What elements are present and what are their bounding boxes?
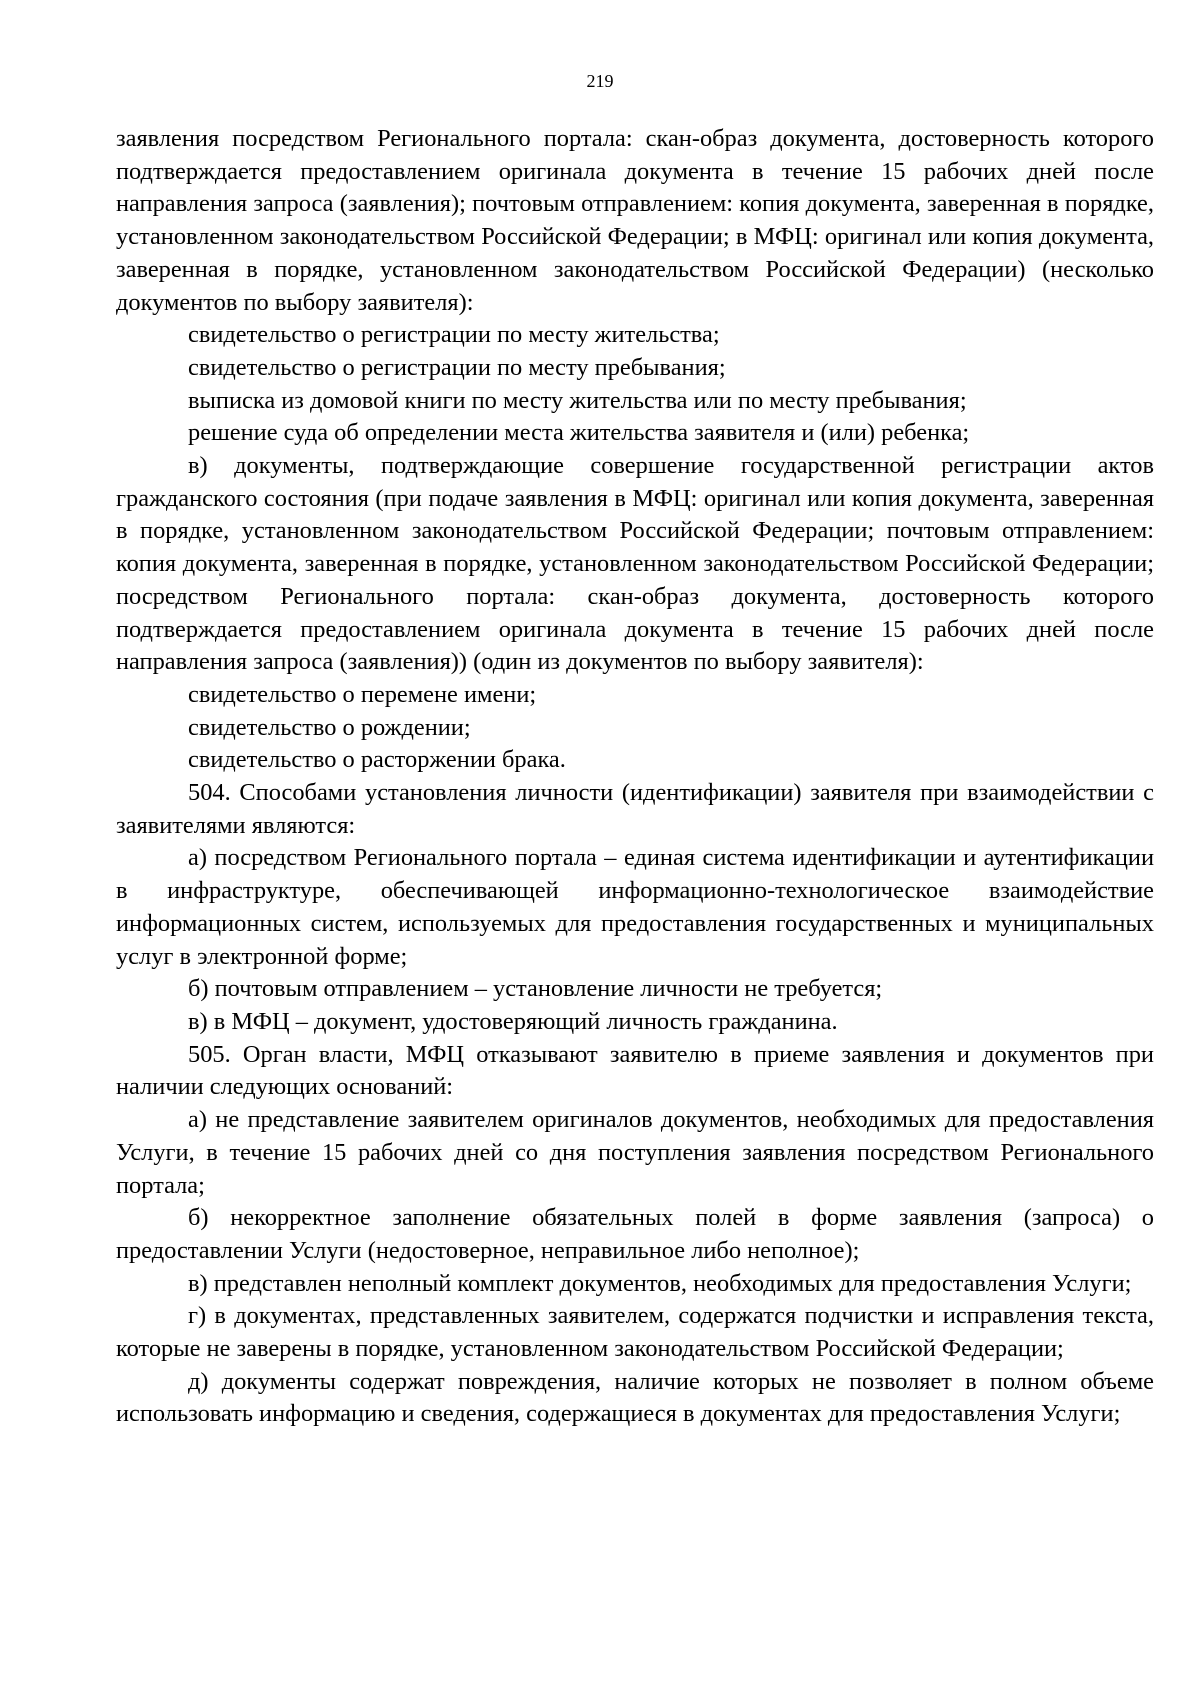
paragraph: в) в МФЦ – документ, удостоверяющий личность гражданина. bbox=[188, 1007, 838, 1035]
paragraph: а) не представление заявителем оригиналов документов, необходимых для предоставления Услуги, в течение 15 рабочих дней со дня поступления заявления посредством Регионального портала; bbox=[116, 1106, 1154, 1199]
paragraph: решение суда об определении места жительства заявителя и (или) ребенка; bbox=[188, 419, 970, 447]
paragraph: д) документы содержат повреждения, наличие которых не позволяет в полном объеме использовать информацию и сведения, содержащиеся в документах для предоставления Услуги; bbox=[116, 1367, 1154, 1428]
paragraph: б) почтовым отправлением – установление личности не требуется; bbox=[188, 975, 883, 1003]
paragraph: 505. Орган власти, МФЦ отказывают заявителю в приеме заявления и документов при наличии следующих оснований: bbox=[116, 1040, 1154, 1101]
document-body bbox=[116, 123, 1154, 1431]
paragraph: 504. Способами установления личности (идентификации) заявителя при взаимодействии с заявителями являются: bbox=[116, 779, 1154, 839]
paragraph: выписка из домовой книги по месту жительства или по месту пребывания; bbox=[188, 386, 967, 414]
paragraph: свидетельство о перемене имени; bbox=[188, 680, 537, 708]
paragraph: свидетельство о рождении; bbox=[188, 713, 471, 741]
page-number: 219 bbox=[586, 71, 614, 91]
paragraph: свидетельство о регистрации по месту пребывания; bbox=[188, 353, 726, 381]
paragraph: а) посредством Регионального портала – единая система идентификации и аутентификации в инфраструктуре, обеспечивающей информационно-технологическое взаимодействие информационных систем, используемых для предоставления государственных и муниципальных услуг в электронной форме; bbox=[116, 844, 1154, 970]
paragraph: г) в документах, представленных заявителем, содержатся подчистки и исправления текста, которые не заверены в порядке, установленном законодательством Российской Федерации; bbox=[116, 1302, 1154, 1363]
paragraph: в) представлен неполный комплект документов, необходимых для предоставления Услуги; bbox=[188, 1269, 1132, 1297]
paragraph: б) некорректное заполнение обязательных полей в форме заявления (запроса) о предоставлении Услуги (недостоверное, неправильное либо неполное); bbox=[116, 1204, 1154, 1264]
paragraph: свидетельство о расторжении брака. bbox=[188, 746, 566, 774]
paragraph: в) документы, подтверждающие совершение государственной регистрации актов гражданского состояния (при подаче заявления в МФЦ: оригинал или копия документа, заверенная в порядке, установленном законодательством Российской Федерации; почтовым отправлением: копия документа, заверенная в порядке, установленном законодательством Российской Федерации; посредством Регионального портала: скан-образ документа, достоверность которого подтверждается предоставлением оригинала документа в течение 15 рабочих дней после направления запроса (заявления)) (один из документов по выбору заявителя): bbox=[116, 452, 1154, 676]
paragraph: заявления посредством Регионального портала: скан-образ документа, достоверность которого подтверждается предоставлением оригинала документа в течение 15 рабочих дней после направления запроса (заявления); почтовым отправлением: копия документа, заверенная в порядке, установленном законодательством Российской Федерации; в МФЦ: оригинал или копия документа, заверенная в порядке, установленном законодательством Российской Федерации) (несколько документов по выбору заявителя): bbox=[116, 125, 1154, 316]
paragraph: свидетельство о регистрации по месту жительства; bbox=[188, 321, 720, 349]
